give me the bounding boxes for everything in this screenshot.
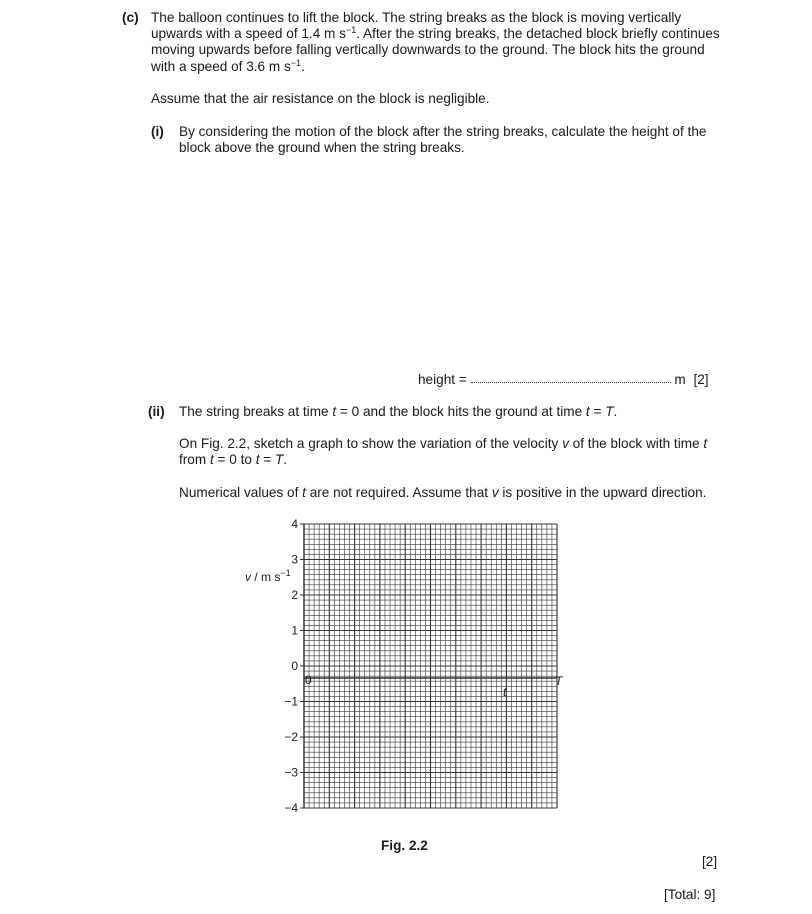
- x-axis-label: t: [503, 685, 507, 699]
- x-axis-end-label: T: [555, 674, 563, 688]
- part-c-text-line-2: upwards with a speed of 1.4 m $s^{-1}$. After the string breaks, the detached block briefly continues: [151, 25, 720, 41]
- part-i-label: (i): [151, 124, 164, 139]
- y-tick-label: 0: [291, 659, 298, 673]
- height-answer-label: height =: [418, 372, 467, 387]
- part-ii-label: (ii): [148, 404, 165, 419]
- y-axis-label: v / m $s^{-1}$: [245, 568, 291, 584]
- part-ii-text-line-2: On Fig. 2.2, sketch a graph to show the variation of the velocity v of the block with time t: [179, 436, 708, 451]
- y-tick-label: −1: [284, 694, 298, 709]
- figure-caption: Fig. 2.2: [381, 838, 428, 853]
- part-i-text-line-1: By considering the motion of the block after the string breaks, calculate the height of the: [179, 124, 707, 139]
- y-tick-label: 1: [291, 623, 298, 638]
- part-i-marks: [2]: [693, 372, 709, 387]
- y-tick-label: −4: [284, 801, 298, 815]
- part-c-text-line-4: with a speed of 3.6 m $s^{-1}$.: [151, 58, 305, 74]
- part-c-assumption: Assume that the air resistance on the block is negligible.: [151, 91, 490, 106]
- part-c-text-line-3: moving upwards before falling vertically downwards to the ground. The block hits the ground: [151, 42, 705, 57]
- y-axis: [284, 517, 304, 815]
- origin-label: 0: [305, 673, 312, 687]
- y-tick-label: 3: [291, 552, 298, 567]
- y-tick-label: −3: [284, 765, 298, 780]
- y-tick-label: 4: [291, 517, 298, 531]
- part-c-label: (c): [122, 10, 139, 25]
- height-answer-unit: m: [674, 372, 686, 387]
- y-tick-label: −2: [284, 730, 298, 744]
- part-ii-text-line-4: Numerical values of t are not required. Assume that v is positive in the upward direction.: [179, 485, 707, 500]
- part-ii-marks: [2]: [702, 854, 718, 869]
- part-c-text-line-1: The balloon continues to lift the block. The string breaks as the block is moving vertically: [151, 10, 682, 25]
- y-tick-label: 2: [291, 588, 298, 602]
- part-ii-text-line-3: from t = 0 to t = T.: [179, 452, 288, 467]
- question-total: [Total: 9]: [664, 887, 716, 902]
- grid-lines: [304, 524, 557, 808]
- part-ii-text-line-1: The string breaks at time t = 0 and the block hits the ground at time t = T.: [179, 404, 618, 419]
- part-i-text-line-2: block above the ground when the string breaks.: [179, 140, 465, 155]
